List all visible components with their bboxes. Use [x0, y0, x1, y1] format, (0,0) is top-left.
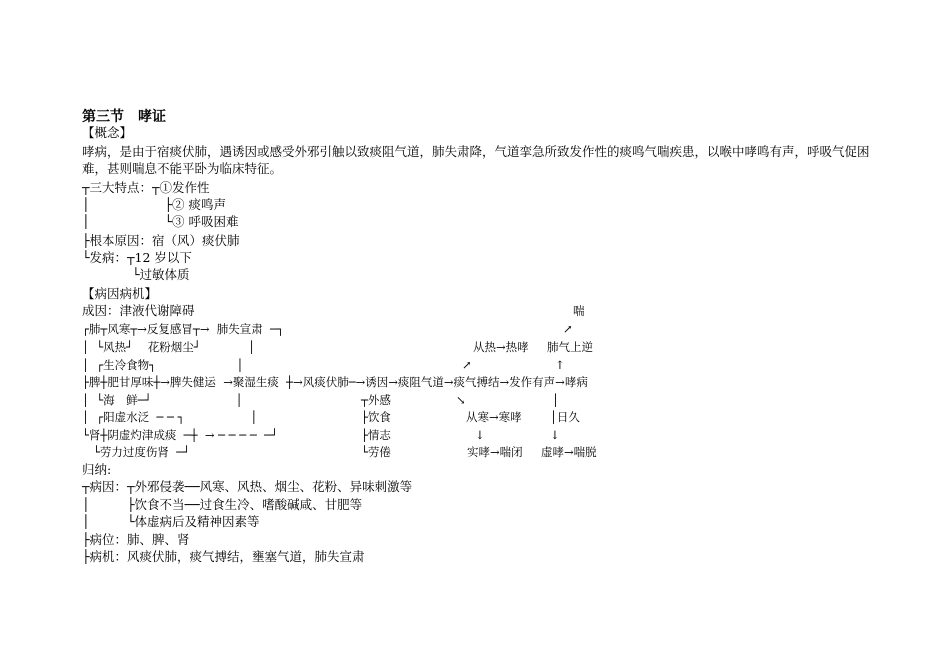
lung-qi-rebel: 肺气上逆: [547, 340, 593, 354]
concept-label: 【概念】: [82, 125, 133, 140]
arrow-up-right: ↑: [555, 358, 565, 372]
deficiency-wheeze: 虚哮→喘脱: [541, 445, 597, 459]
heat-wheeze: 从热→热哮: [473, 340, 529, 354]
features-line-2: │ ├② 痰鸣声: [82, 197, 227, 212]
trigger-diet: ├饮食: [361, 410, 391, 424]
summary-line-3: │ └体虚病后及精神因素等: [82, 514, 260, 529]
section-title: 第三节 哮证: [82, 109, 166, 125]
features-line-6: └过敏体质: [82, 267, 190, 282]
long-term-label: │日久: [550, 410, 580, 424]
arrow-up-left: ↗: [462, 358, 472, 372]
diagram-line-2: │ └风热┘ 花粉烟尘┘ │: [82, 340, 256, 354]
vertical-bar: │: [552, 393, 559, 407]
summary-line-5: ├病机：风痰伏肺，痰气搏结，壅塞气道，肺失宣肃: [82, 549, 365, 564]
features-line-4: ├根本原因：宿（风）痰伏肺: [82, 233, 240, 248]
diagram-line-1: ┌肺┬风寒┬→反复感冒┬→ 肺失宣肃 ─┐: [82, 322, 284, 336]
diagram-line-8: └劳力过度伤肾 ─┘: [82, 445, 191, 459]
diagram-line-7: └肾┼阴虚灼津成痰 ─┼ → ─ ─ ─ ─ ─┘: [82, 428, 278, 442]
summary-label: 归纳:: [82, 462, 112, 477]
excess-wheeze: 实哮→喘闭: [467, 445, 523, 459]
summary-line-1: ┬病因：┬外邪侵袭──风寒、风热、烟尘、花粉、异味刺激等: [82, 479, 413, 494]
arrow-down-left: ↓: [475, 428, 485, 442]
trigger-fatigue: └劳倦: [361, 445, 391, 459]
arrow-ne: ↗: [563, 322, 573, 336]
features-line-3: │ └③ 呼吸困难: [82, 214, 239, 229]
diagram-line-3: │ ┌生冷食物┐ │: [82, 358, 244, 372]
features-line-5: └发病：┬12 岁以下: [82, 250, 192, 265]
arrow-down-right: ↓: [550, 428, 560, 442]
cold-wheeze: 从寒→寒哮: [466, 410, 522, 424]
summary-line-4: ├病位：肺、脾、肾: [82, 532, 190, 547]
arrow-se: ↘: [456, 393, 466, 407]
cause-line: 成因：津液代谢障碍: [82, 303, 195, 318]
diagram-line-5: │ └海 鲜─┘ │: [82, 393, 243, 407]
diagram-line-4: ├脾┼肥甘厚味┼→脾失健运 →聚湿生痰 ┼→风痰伏肺─→诱因→痰阻气道→痰气搏结→发作有声→哮病: [82, 375, 588, 389]
features-line-1: ┬三大特点：┬①发作性: [82, 180, 210, 195]
chuan-label: 喘: [573, 304, 585, 318]
etiology-label: 【病因病机】: [82, 286, 158, 301]
diagram-line-6: │ ┌阳虚水泛 ─ ─ ┐ │: [82, 410, 258, 424]
trigger-emotion: ├情志: [361, 428, 391, 442]
concept-paragraph: 哮病，是由于宿痰伏肺，遇诱因或感受外邪引触以致痰阻气道，肺失肃降，气道挛急所致发作性的痰鸣气喘疾患，以喉中哮鸣有声，呼吸气促困难，甚则喘息不能平卧为临床特征。: [82, 144, 870, 176]
summary-line-2: │ ├饮食不当──过食生冷、嗜酸碱咸、甘肥等: [82, 497, 363, 512]
trigger-external: ┬外感: [361, 393, 391, 407]
